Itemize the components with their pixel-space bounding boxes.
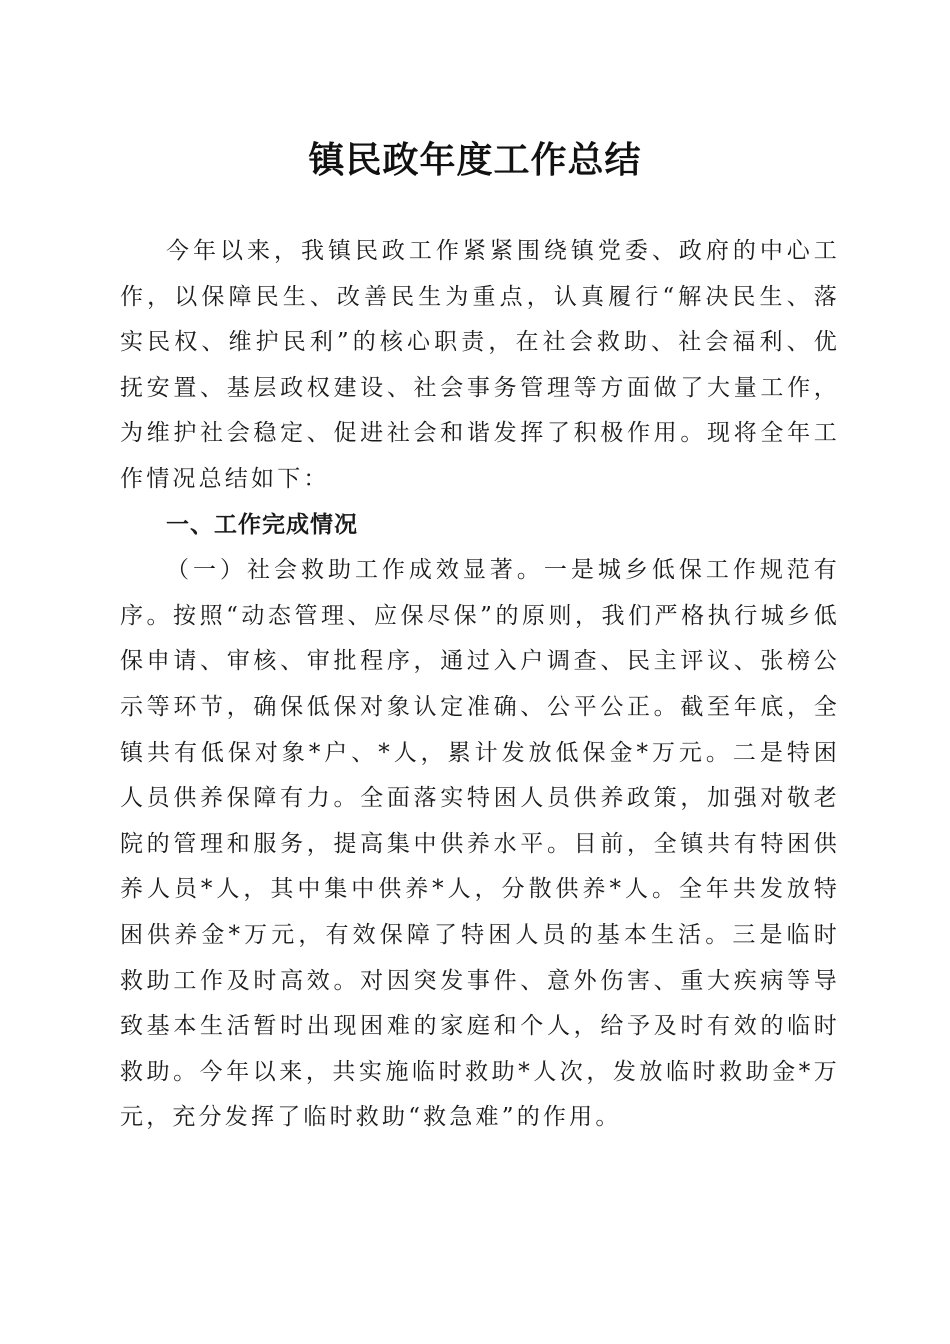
- social-assistance-paragraph: （一）社会救助工作成效显著。一是城乡低保工作规范有序。按照“动态管理、应保尽保”的原则，我们严格执行城乡低保申请、审核、审批程序，通过入户调查、民主评议、张榜公示等环节，确保低保对象认定准确、公平公正。截至年底，全镇共有低保对象*户、*人，累计发放低保金*万元。二是特困人员供养保障有力。全面落实特困人员供养政策，加强对敬老院的管理和服务，提高集中供养水平。目前，全镇共有特困供养人员*人，其中集中供养*人，分散供养*人。全年共发放特困供养金*万元，有效保障了特困人员的基本生活。三是临时救助工作及时高效。对因突发事件、意外伤害、重大疾病等导致基本生活暂时出现困难的家庭和个人，给予及时有效的临时救助。今年以来，共实施临时救助*人次，发放临时救助金*万元，充分发挥了临时救助“救急难”的作用。: [120, 557, 840, 1131]
- document-title: 镇民政年度工作总结: [308, 139, 642, 181]
- intro-paragraph: 今年以来，我镇民政工作紧紧围绕镇党委、政府的中心工作，以保障民生、改善民生为重点，认真履行“解决民生、落实民权、维护民利”的核心职责，在社会救助、社会福利、优抚安置、基层政权建设、社会事务管理等方面做了大量工作，为维护社会稳定、促进社会和谐发挥了积极作用。现将全年工作情况总结如下：: [120, 238, 840, 492]
- section-heading-work-completion: 一、工作完成情况: [166, 511, 358, 538]
- document-body: [120, 229, 840, 1141]
